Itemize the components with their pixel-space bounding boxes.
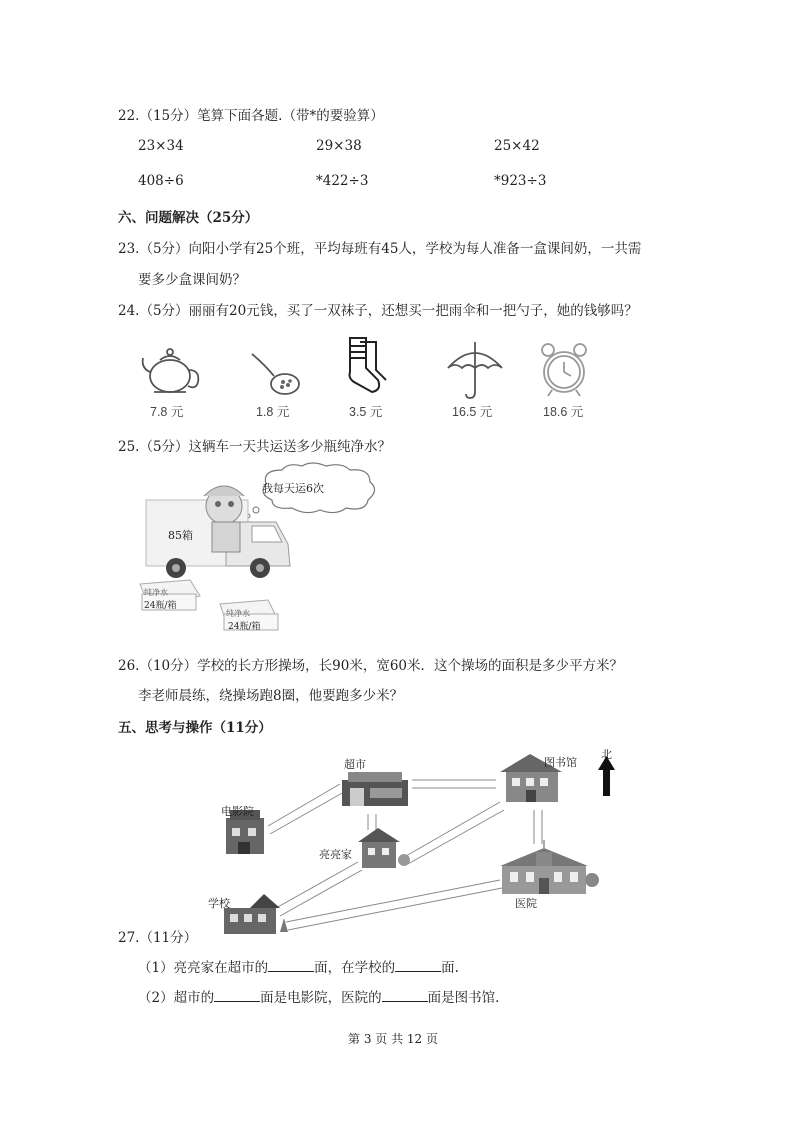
map-label-supermarket: 超市 (344, 758, 366, 771)
teapot-icon (138, 340, 204, 402)
price-label: 7.8 元 (150, 405, 184, 419)
q27-title: 27.（11分） (118, 930, 198, 946)
q22-expr: 25×42 (494, 138, 540, 154)
price-label: 3.5 元 (349, 405, 383, 419)
supermarket-building (342, 772, 408, 806)
truck-cargo-label: 85箱 (168, 529, 193, 542)
map-label-home: 亮亮家 (319, 848, 352, 861)
home-building (358, 828, 410, 868)
q22-title: 22.（15分）笔算下面各题.（带*的要验算） (118, 108, 384, 124)
q27-sub2-part: （2）超市的 (138, 990, 215, 1006)
q27-sub2 (138, 986, 499, 1006)
map-label-library: 图书馆 (544, 756, 577, 769)
q27-sub1-part: （1）亮亮家在超市的 (138, 960, 269, 976)
q22-expr: *422÷3 (316, 173, 369, 189)
section-heading: 六、问题解决（25分） (118, 210, 259, 226)
thought-bubble-text: 我每天运6次 (262, 482, 324, 495)
price-label: 16.5 元 (452, 405, 493, 419)
q25-text: 25.（5分）这辆车一天共运送多少瓶纯净水？ (118, 439, 392, 455)
q27-sub1 (138, 956, 459, 976)
truck-illustration (136, 462, 386, 638)
map-label-north: 北 (601, 748, 612, 761)
q26-line1: 26.（10分）学校的长方形操场，长90米，宽60米．这个操场的面积是多少平方米？ (118, 658, 624, 674)
price-label: 18.6 元 (543, 405, 584, 419)
map-label-cinema: 电影院 (221, 805, 254, 818)
q27-sub1-part: 面，在学校的 (314, 960, 396, 976)
q22-expr: 23×34 (138, 138, 184, 154)
answer-blank[interactable] (382, 989, 428, 1002)
map-label-hospital: 医院 (515, 897, 537, 910)
q27-sub1-part: 面. (441, 960, 459, 976)
alarm-clock-icon (536, 340, 592, 400)
map-diagram (200, 744, 620, 940)
school-building (224, 894, 288, 934)
socks-icon (340, 334, 390, 400)
q23-line2: 要多少盒课间奶？ (138, 272, 246, 288)
box-label: 24瓶/箱 (228, 622, 261, 632)
box-name: 纯净水 (144, 588, 168, 597)
q23-line1: 23.（5分）向阳小学有25个班，平均每班有45人，学校为每人准备一盒课间奶，一共需 (118, 241, 642, 257)
answer-blank[interactable] (395, 959, 441, 972)
page-footer: 第 3 页 共 12 页 (348, 1032, 438, 1046)
q27-sub2-part: 面是图书馆. (427, 990, 500, 1006)
section-heading: 五、思考与操作（11分） (118, 720, 272, 736)
q27-sub2-part: 面是电影院，医院的 (260, 990, 382, 1006)
map-label-school: 学校 (208, 897, 230, 910)
spoon-icon (248, 348, 304, 400)
north-arrow-icon (598, 756, 615, 796)
q26-line2: 李老师晨练，绕操场跑8圈，他要跑多少米？ (138, 688, 404, 704)
answer-blank[interactable] (214, 989, 260, 1002)
answer-blank[interactable] (268, 959, 314, 972)
box-label: 24瓶/箱 (144, 601, 177, 611)
q24-text: 24.（5分）丽丽有20元钱，买了一双袜子，还想买一把雨伞和一把勺子，她的钱够吗？ (118, 303, 638, 319)
price-label: 1.8 元 (256, 405, 290, 419)
q22-expr: 29×38 (316, 138, 362, 154)
box-name: 纯净水 (226, 609, 250, 618)
hospital-building (500, 840, 599, 894)
q22-expr: 408÷6 (138, 173, 184, 189)
q22-expr: *923÷3 (494, 173, 547, 189)
umbrella-icon (444, 340, 506, 402)
